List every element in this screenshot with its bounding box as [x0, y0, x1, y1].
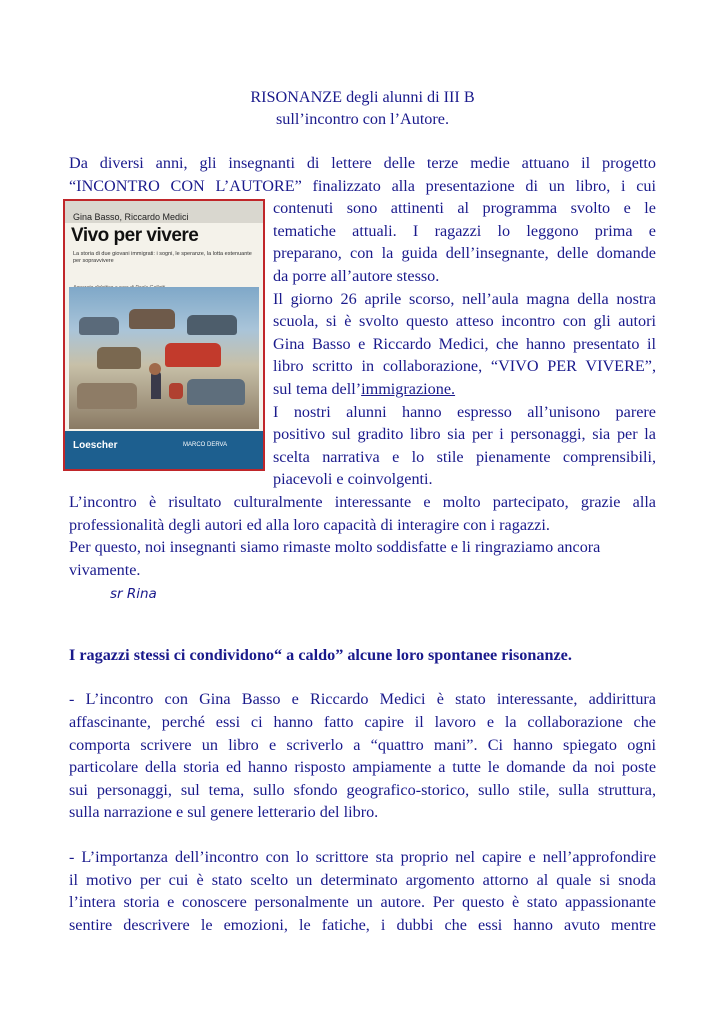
document-title	[69, 86, 656, 130]
intro-line: piacevoli e coinvolgenti.	[273, 470, 433, 489]
paragraph-1-line: sui personaggi, sul tema, sullo sfondo geografico-storico, sullo stile, sulla struttura,	[69, 780, 656, 799]
section-heading: I ragazzi stessi ci condividono“ a caldo” alcune loro spontanee risonanze.	[69, 645, 572, 664]
title-line-1: RISONANZE degli alunni di III B	[250, 88, 475, 106]
paragraph-2-line: - L’importanza dell’incontro con lo scrittore sta proprio nel capire e nell’approfondire	[69, 848, 656, 867]
paragraph-1-line: affascinante, perché essi ci hanno fatto capire il lavoro e la collaborazione che	[69, 713, 656, 732]
cover-imprint: MARCO DERVA	[183, 441, 228, 448]
cover-subtitle: La storia di due giovani immigrati: i sogni, le speranze, la lotta estenuante per sopravvivere	[73, 251, 252, 264]
paragraph-2-line: l’intera storia e conoscere personalmente un autore. Per questo è stato appassionante	[69, 893, 656, 912]
intro-line: Per questo, noi insegnanti siamo rimaste molto soddisfatte e li ringraziamo ancora	[69, 538, 601, 557]
document-page	[69, 86, 656, 936]
cover-publisher: Loescher	[73, 439, 118, 451]
cover-title: Vivo per vivere	[71, 225, 199, 247]
intro-line: Il giorno 26 aprile scorso, nell’aula magna della nostra	[273, 289, 656, 308]
paragraph-2-line: il motivo per cui è stato scelto un determinato argomento attorno al quale si snoda	[69, 870, 656, 889]
intro-line: libro scritto in collaborazione, “VIVO PER VIVERE”,	[273, 357, 656, 376]
intro-line: “INCONTRO CON L’AUTORE” finalizzato alla presentazione di un libro, i cui	[69, 176, 656, 195]
intro-line: preparano, con la guida dell’insegnante, delle domande	[273, 244, 656, 263]
intro-line: Da diversi anni, gli insegnanti di lettere delle terze medie attuano il progetto	[69, 154, 656, 172]
paragraph-1-line: particolare della storia ed hanno risposto ampiamente a tutte le domande da noi poste	[69, 758, 656, 777]
paragraph-2-line: sentire descrivere le emozioni, le fatiche, i dubbi che essi hanno avuto mentre	[69, 915, 656, 934]
title-line-2: sull’incontro con l’Autore.	[275, 110, 450, 128]
immigrazione-underlined: immigrazione.	[361, 379, 456, 398]
intro-line: Gina Basso e Riccardo Medici, che hanno presentato il	[273, 334, 656, 353]
intro-text: sul tema dell’	[273, 379, 362, 398]
intro-line: scuola, si è svolto questo atteso incontro con gli autori	[273, 312, 656, 331]
paragraph-1-line: - L’incontro con Gina Basso e Riccardo Medici è stato interessante, addirittura	[69, 690, 656, 709]
cover-illustration	[69, 287, 259, 429]
intro-line: da porre all’autore stesso.	[273, 266, 440, 285]
paragraph-1-line: comporta scrivere un libro e scriverlo a “quattro mani”. Ci hanno spiegato ogni	[69, 735, 656, 754]
intro-line: vivamente.	[69, 560, 141, 579]
book-cover	[63, 199, 265, 471]
intro-line: I nostri alunni hanno espresso all’unisono parere	[273, 402, 656, 421]
book-cover-image	[63, 199, 265, 473]
paragraph-1-line: sulla narrazione e sul genere letterario del libro.	[69, 803, 379, 822]
intro-line: L’incontro è risultato culturalmente interessante e molto partecipato, grazie alla	[69, 492, 656, 511]
cover-authors: Gina Basso, Riccardo Medici	[73, 212, 189, 223]
intro-line: tematiche attuali. I ragazzi lo leggono prima e	[273, 221, 656, 240]
intro-line: scelta narrativa e lo stile pienamente comprensibili,	[273, 447, 656, 466]
intro-line: contenuti sono attinenti al programma svolto e le	[273, 199, 656, 218]
intro-line: professionalità degli autori ed alla loro capacità di interagire con i ragazzi.	[69, 515, 550, 534]
intro-line: positivo sul gradito libro sia per i personaggi, sia per la	[273, 425, 656, 444]
signature: sr Rina	[110, 586, 157, 603]
